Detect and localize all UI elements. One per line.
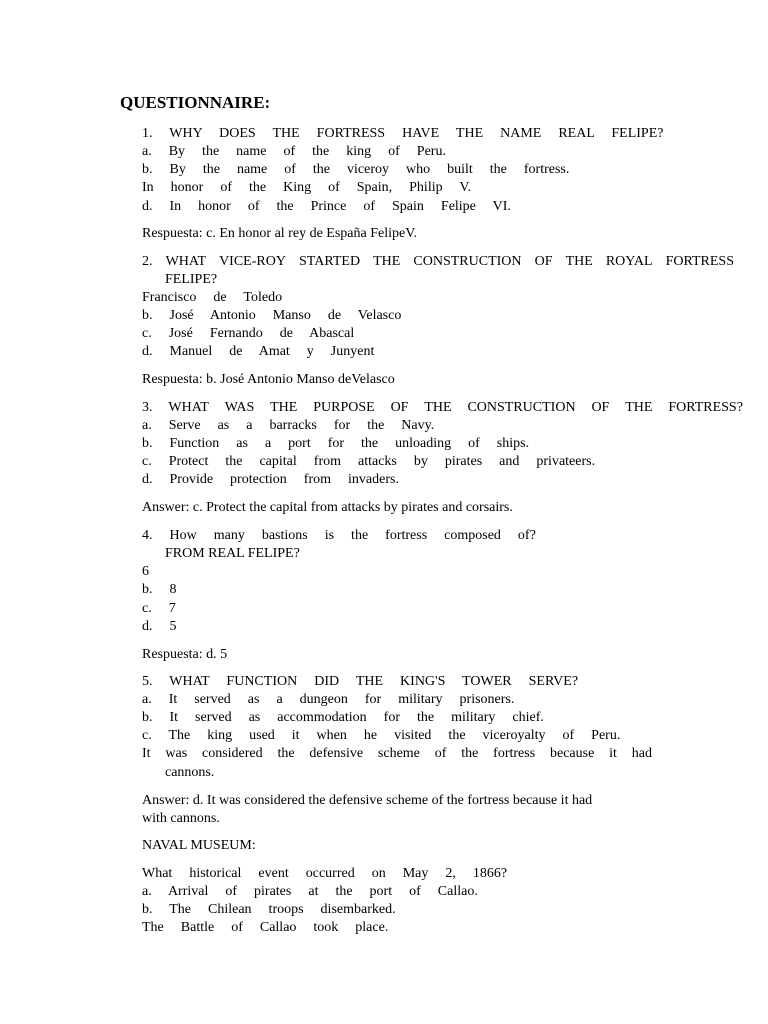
naval-question: What historical event occurred on May 2, 1866? bbox=[142, 866, 508, 881]
q1-answer: Respuesta: c. En honor al rey de España FelipeV. bbox=[142, 226, 418, 241]
q4-option-c: c. 7 bbox=[142, 601, 176, 616]
q5-word: had bbox=[631, 746, 652, 761]
q3-word: CONSTRUCTION bbox=[467, 400, 576, 415]
q2-question-line2: FELIPE? bbox=[165, 272, 218, 287]
q3-answer: Answer: c. Protect the capital from attacks by pirates and corsairs. bbox=[142, 500, 513, 515]
q3-word: WHAT bbox=[168, 400, 209, 415]
q2-word: FORTRESS bbox=[665, 254, 734, 269]
q3-option-c: c. Protect the capital from attacks by pirates and privateers. bbox=[142, 454, 596, 469]
q2-option-b: b. José Antonio Manso de Velasco bbox=[142, 308, 402, 323]
q4-option-b: b. 8 bbox=[142, 582, 177, 597]
q4-answer: Respuesta: d. 5 bbox=[142, 647, 228, 662]
q5-word: defensive bbox=[309, 746, 364, 761]
q2-word: THE bbox=[565, 254, 593, 269]
q2-word: VICE-ROY bbox=[219, 254, 286, 269]
naval-option-c: The Battle of Callao took place. bbox=[142, 920, 389, 935]
q5-word: considered bbox=[202, 746, 263, 761]
q3-word: THE bbox=[625, 400, 653, 415]
q5-answer-line2: with cannons. bbox=[142, 811, 220, 826]
q5-word: the bbox=[461, 746, 479, 761]
q4-question-line2: FROM REAL FELIPE? bbox=[165, 546, 300, 561]
q3-word: WAS bbox=[224, 400, 255, 415]
q4-option-a: 6 bbox=[142, 564, 149, 579]
q5-option-b: b. It served as accommodation for the military chief. bbox=[142, 710, 544, 725]
q2-answer: Respuesta: b. José Antonio Manso deVelasco bbox=[142, 372, 395, 387]
q1-option-c: In honor of the King of Spain, Philip V. bbox=[142, 180, 472, 195]
q3-option-a: a. Serve as a barracks for the Navy. bbox=[142, 418, 435, 433]
q3-word: THE bbox=[424, 400, 452, 415]
q2-option-a: Francisco de Toledo bbox=[142, 290, 283, 305]
q5-word: fortress bbox=[493, 746, 536, 761]
q2-word: STARTED bbox=[299, 254, 361, 269]
q3-word: OF bbox=[591, 400, 610, 415]
q2-word: OF bbox=[534, 254, 553, 269]
naval-option-a: a. Arrival of pirates at the port of Callao. bbox=[142, 884, 478, 899]
q5-word: was bbox=[165, 746, 188, 761]
q5-word: because bbox=[549, 746, 595, 761]
q3-word: PURPOSE bbox=[313, 400, 375, 415]
q1-option-d: d. In honor of the Prince of Spain Felipe VI. bbox=[142, 199, 511, 214]
q1-option-a: a. By the name of the king of Peru. bbox=[142, 144, 446, 159]
q1-question: 1. WHY DOES THE FORTRESS HAVE THE NAME REAL FELIPE? bbox=[142, 126, 664, 141]
q2-word: ROYAL bbox=[605, 254, 653, 269]
page-title: QUESTIONNAIRE: bbox=[120, 93, 271, 112]
q2-word: CONSTRUCTION bbox=[413, 254, 522, 269]
q4-question-line1: 4. How many bastions is the fortress composed of? bbox=[142, 528, 536, 543]
q3-word: OF bbox=[390, 400, 409, 415]
q3-question bbox=[142, 399, 743, 417]
q5-word: scheme bbox=[377, 746, 420, 761]
q2-word: THE bbox=[373, 254, 401, 269]
naval-option-b: b. The Chilean troops disembarked. bbox=[142, 902, 396, 917]
q1-option-b: b. By the name of the viceroy who built the fortress. bbox=[142, 162, 570, 177]
q5-question: 5. WHAT FUNCTION DID THE KING'S TOWER SERVE? bbox=[142, 674, 579, 689]
q5-answer-line1: Answer: d. It was considered the defensive scheme of the fortress because it had bbox=[142, 793, 593, 808]
q5-option-a: a. It served as a dungeon for military prisoners. bbox=[142, 692, 515, 707]
q2-word: WHAT bbox=[165, 254, 206, 269]
q5-word: of bbox=[434, 746, 447, 761]
q2-option-c: c. José Fernando de Abascal bbox=[142, 326, 355, 341]
q3-word: THE bbox=[270, 400, 298, 415]
q2-word: 2. bbox=[142, 254, 153, 269]
q3-option-d: d. Provide protection from invaders. bbox=[142, 472, 399, 487]
q5-word: It bbox=[142, 746, 151, 761]
q2-option-d: d. Manuel de Amat y Junyent bbox=[142, 344, 375, 359]
q5-option-d-line1 bbox=[142, 745, 652, 763]
q3-word: 3. bbox=[142, 400, 153, 415]
q5-word: the bbox=[277, 746, 295, 761]
q2-question-line1 bbox=[142, 253, 734, 271]
q5-option-d-line2: cannons. bbox=[165, 765, 215, 780]
naval-museum-heading: NAVAL MUSEUM: bbox=[142, 838, 256, 853]
q3-word: FORTRESS? bbox=[668, 400, 743, 415]
q3-option-b: b. Function as a port for the unloading of ships. bbox=[142, 436, 530, 451]
q4-option-d: d. 5 bbox=[142, 619, 177, 634]
q5-word: it bbox=[609, 746, 617, 761]
q5-option-c: c. The king used it when he visited the viceroyalty of Peru. bbox=[142, 728, 621, 743]
